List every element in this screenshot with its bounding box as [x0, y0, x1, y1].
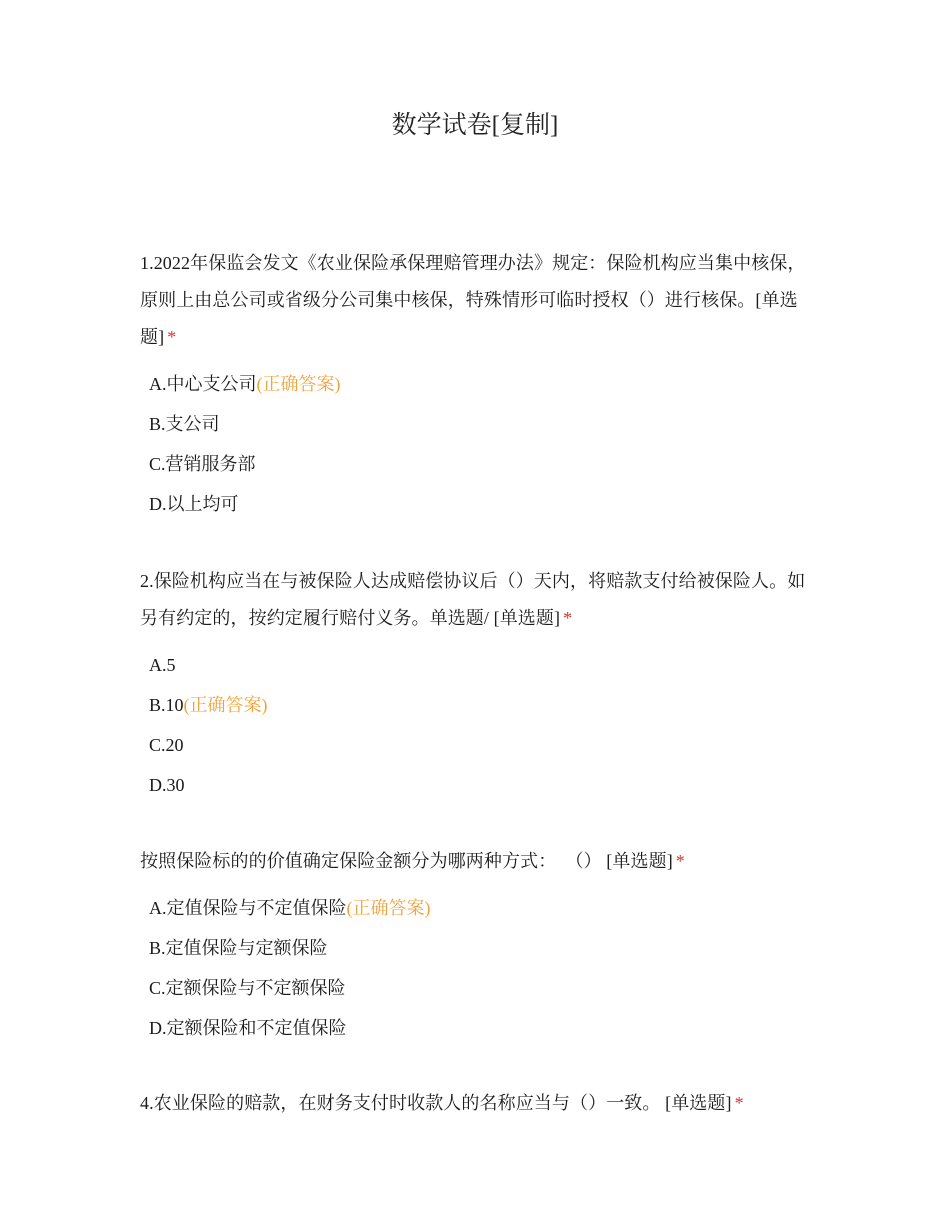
option-d[interactable]: D.以上均可: [149, 494, 239, 514]
option-a[interactable]: A.定值保险与不定值保险(正确答案): [149, 898, 431, 918]
option-b[interactable]: B.定值保险与定额保险: [149, 938, 328, 958]
question-text: 2.保险机构应当在与被保险人达成赔偿协议后（）天内，将赔款支付给被保险人。如另有约定的，按约定履行赔付义务。单选题/ [单选题] *: [140, 571, 806, 628]
option-c[interactable]: C.定额保险与不定额保险: [149, 978, 346, 998]
question-1: [140, 245, 820, 524]
option-list: [140, 364, 820, 524]
required-star: *: [734, 1093, 744, 1113]
correct-answer-mark: (正确答案): [183, 695, 268, 715]
question-text: 1.2022年保监会发文《农业保险承保理赔管理办法》规定：保险机构应当集中核保，原则上由总公司或省级分公司集中核保，特殊情形可临时授权（）进行核保。[单选题] *: [140, 253, 806, 347]
option-c[interactable]: C.20: [149, 735, 184, 755]
option-c[interactable]: C.营销服务部: [149, 454, 256, 474]
required-star: *: [675, 851, 685, 871]
option-list: [140, 645, 820, 805]
option-d[interactable]: D.30: [149, 775, 185, 795]
option-a[interactable]: A.5: [149, 655, 176, 675]
option-a[interactable]: A.中心支公司(正确答案): [149, 374, 341, 394]
page-title: 数学试卷[复制]: [391, 112, 559, 139]
option-b[interactable]: B.10(正确答案): [149, 695, 268, 715]
correct-answer-mark: (正确答案): [256, 374, 341, 394]
option-b[interactable]: B.支公司: [149, 414, 220, 434]
option-list: [140, 888, 820, 1048]
required-star: *: [563, 608, 573, 628]
question-4: [140, 1085, 820, 1122]
correct-answer-mark: (正确答案): [346, 898, 431, 918]
option-d[interactable]: D.定额保险和不定值保险: [149, 1018, 347, 1038]
required-star: *: [167, 327, 177, 347]
question-text: 4.农业保险的赔款，在财务支付时收款人的名称应当与（）一致。 [单选题] *: [140, 1093, 744, 1113]
question-2: [140, 563, 820, 805]
question-3: [140, 843, 820, 1048]
question-text: 按照保险标的的价值确定保险金额分为哪两种方式： （） [单选题] *: [140, 851, 685, 871]
